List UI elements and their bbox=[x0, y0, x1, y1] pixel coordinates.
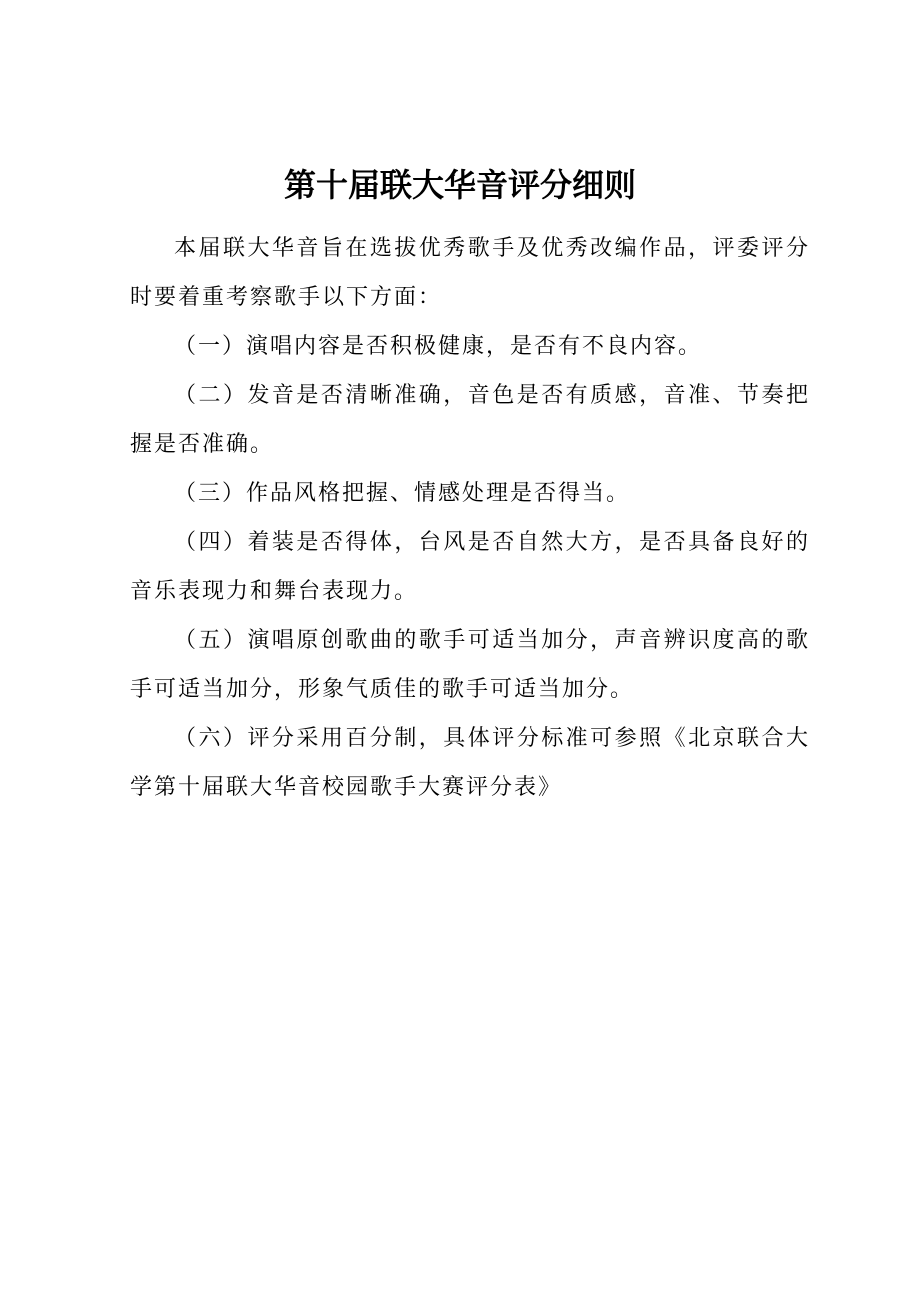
criterion-5-paragraph: （五）演唱原创歌曲的歌手可适当加分，声音辨识度高的歌手可适当加分，形象气质佳的歌手可适当加分。 bbox=[130, 628, 810, 702]
criterion-3-paragraph: （三）作品风格把握、情感处理是否得当。 bbox=[174, 481, 631, 506]
intro-paragraph: 本届联大华音旨在选拔优秀歌手及优秀改编作品，评委评分时要着重考察歌手以下方面： bbox=[130, 236, 810, 310]
document-body bbox=[130, 224, 810, 812]
criterion-4-paragraph: （四）着装是否得体，台风是否自然大方，是否具备良好的音乐表现力和舞台表现力。 bbox=[130, 530, 810, 604]
criterion-6-paragraph: （六）评分采用百分制，具体评分标准可参照《北京联合大学第十届联大华音校园歌手大赛评分表》 bbox=[130, 726, 810, 800]
criterion-2-paragraph: （二）发音是否清晰准确，音色是否有质感，音准、节奏把握是否准确。 bbox=[130, 383, 810, 457]
criterion-1-paragraph: （一）演唱内容是否积极健康，是否有不良内容。 bbox=[174, 334, 703, 359]
document-title: 第十届联大华音评分细则 bbox=[283, 166, 636, 204]
